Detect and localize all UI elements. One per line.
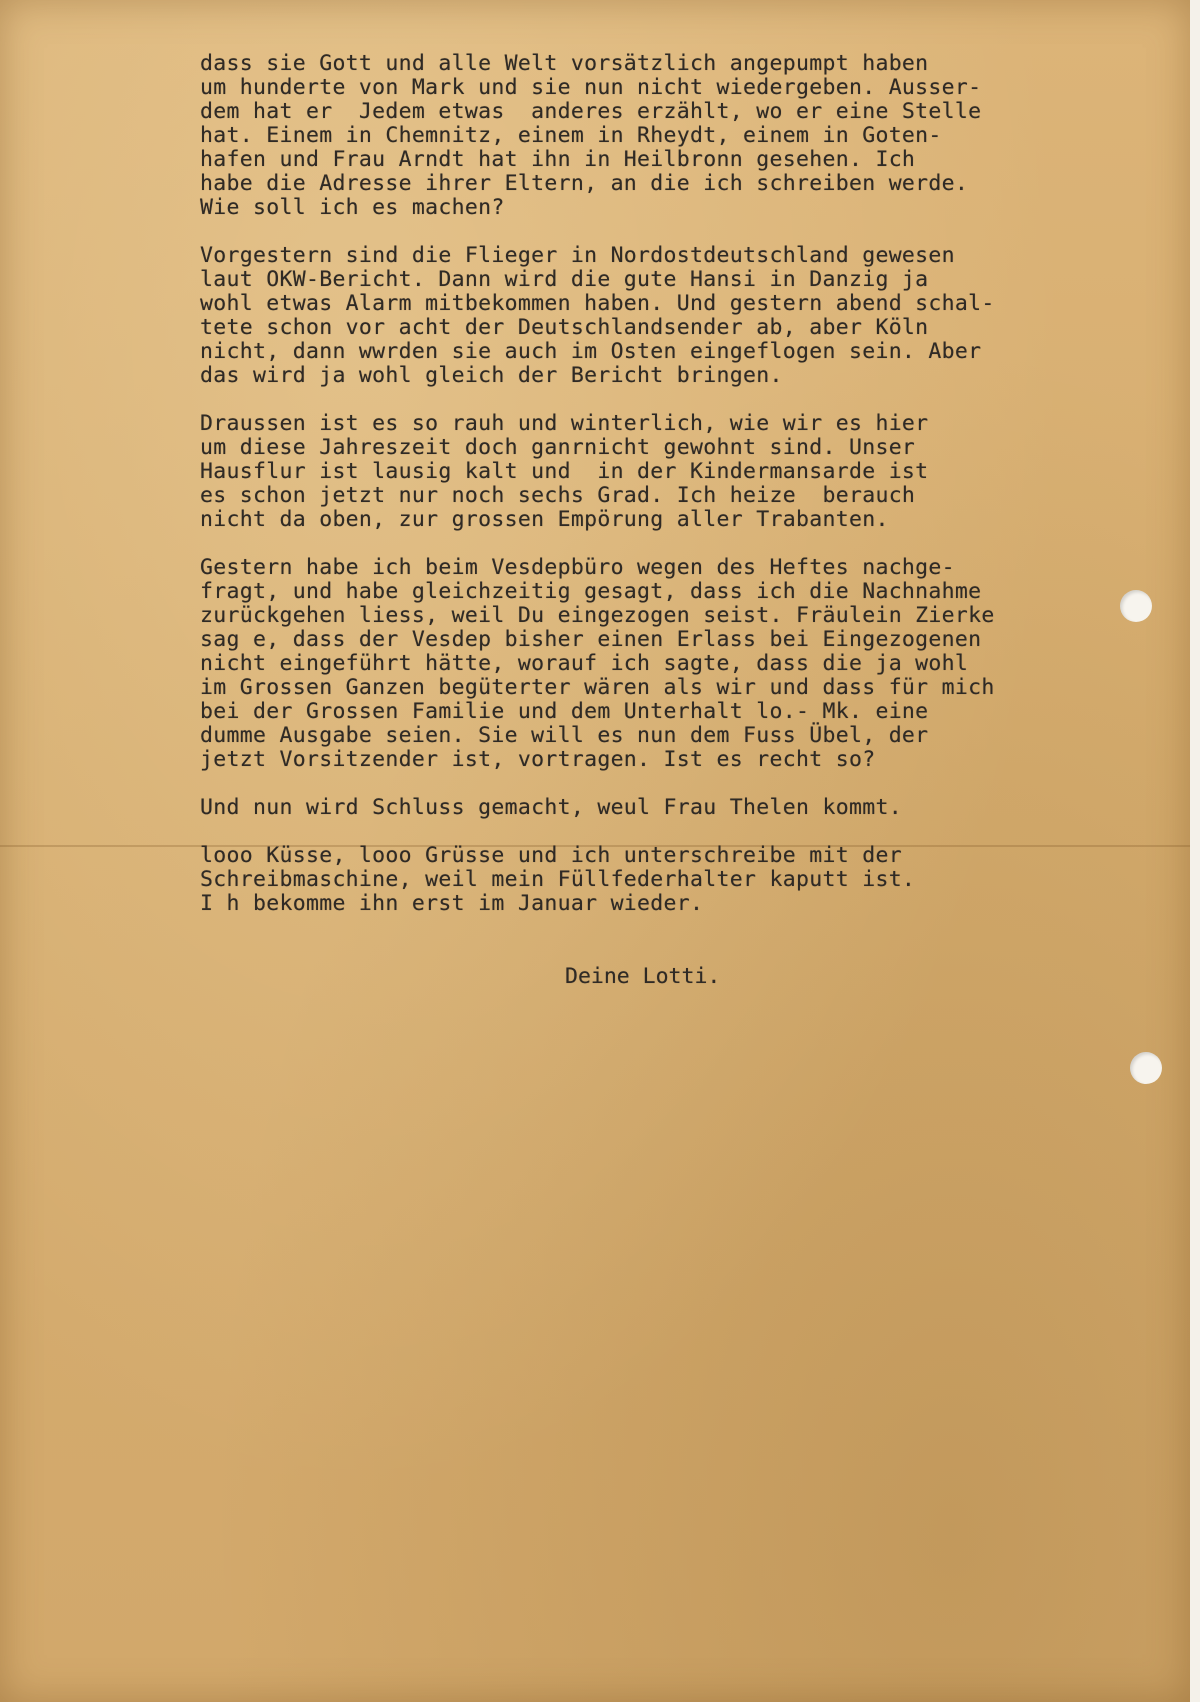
paragraph	[200, 844, 1105, 916]
text-line: um hunderte von Mark und sie nun nicht wiedergeben. Ausser-	[200, 75, 982, 100]
text-line: I h bekomme ihn erst im Januar wieder.	[200, 891, 704, 916]
text-line: das wird ja wohl gleich der Bericht bringen.	[200, 363, 783, 388]
text-line: nicht eingeführt hätte, worauf ich sagte, dass die ja wohl	[200, 651, 969, 676]
punch-hole	[1120, 590, 1152, 622]
text-line: dumme Ausgabe seien. Sie will es nun dem Fuss Übel, der	[200, 723, 929, 748]
text-line: fragt, und habe gleichzeitig gesagt, dass ich die Nachnahme	[200, 579, 982, 604]
text-line: Gestern habe ich beim Vesdepbüro wegen des Heftes nachge-	[200, 555, 955, 580]
text-line: zurückgehen liess, weil Du eingezogen seist. Fräulein Zierke	[200, 603, 995, 628]
text-line: wohl etwas Alarm mitbekommen haben. Und gestern abend schal-	[200, 291, 995, 316]
text-line: laut OKW-Bericht. Dann wird die gute Hansi in Danzig ja	[200, 267, 929, 292]
text-line: Draussen ist es so rauh und winterlich, wie wir es hier	[200, 411, 929, 436]
text-line: im Grossen Ganzen begüterter wären als wir und dass für mich	[200, 675, 995, 700]
text-line: dass sie Gott und alle Welt vorsätzlich angepumpt haben	[200, 51, 929, 76]
text-line: Vorgestern sind die Flieger in Nordostdeutschland gewesen	[200, 243, 955, 268]
text-line: um diese Jahreszeit doch ganrnicht gewohnt sind. Unser	[200, 435, 916, 460]
letter-body	[200, 52, 1105, 940]
text-line: hat. Einem in Chemnitz, einem in Rheydt, einem in Goten-	[200, 123, 942, 148]
text-line: hafen und Frau Arndt hat ihn in Heilbronn gesehen. Ich	[200, 147, 916, 172]
text-line: jetzt Vorsitzender ist, vortragen. Ist es recht so?	[200, 747, 876, 772]
signature: Deine Lotti.	[565, 964, 721, 989]
paragraph	[200, 796, 1105, 820]
text-line: nicht da oben, zur grossen Empörung aller Trabanten.	[200, 507, 889, 532]
text-line: dem hat er Jedem etwas anderes erzählt, wo er eine Stelle	[200, 99, 982, 124]
text-line: habe die Adresse ihrer Eltern, an die ich schreiben werde.	[200, 171, 969, 196]
text-line: nicht, dann wwrden sie auch im Osten eingeflogen sein. Aber	[200, 339, 982, 364]
text-line: sag e, dass der Vesdep bisher einen Erlass bei Eingezogenen	[200, 627, 982, 652]
text-line: bei der Grossen Familie und dem Unterhalt lo.- Mk. eine	[200, 699, 929, 724]
text-line: Schreibmaschine, weil mein Füllfederhalter kaputt ist.	[200, 867, 916, 892]
text-line: tete schon vor acht der Deutschlandsender ab, aber Köln	[200, 315, 929, 340]
paragraph	[200, 412, 1105, 532]
paragraph	[200, 244, 1105, 388]
text-line: Und nun wird Schluss gemacht, weul Frau Thelen kommt.	[200, 795, 902, 820]
paragraph	[200, 556, 1105, 772]
text-line: looo Küsse, looo Grüsse und ich unterschreibe mit der	[200, 843, 902, 868]
text-line: Hausflur ist lausig kalt und in der Kindermansarde ist	[200, 459, 929, 484]
punch-hole	[1130, 1052, 1162, 1084]
paragraph	[200, 52, 1105, 220]
text-line: es schon jetzt nur noch sechs Grad. Ich heize berauch	[200, 483, 916, 508]
text-line: Wie soll ich es machen?	[200, 195, 505, 220]
